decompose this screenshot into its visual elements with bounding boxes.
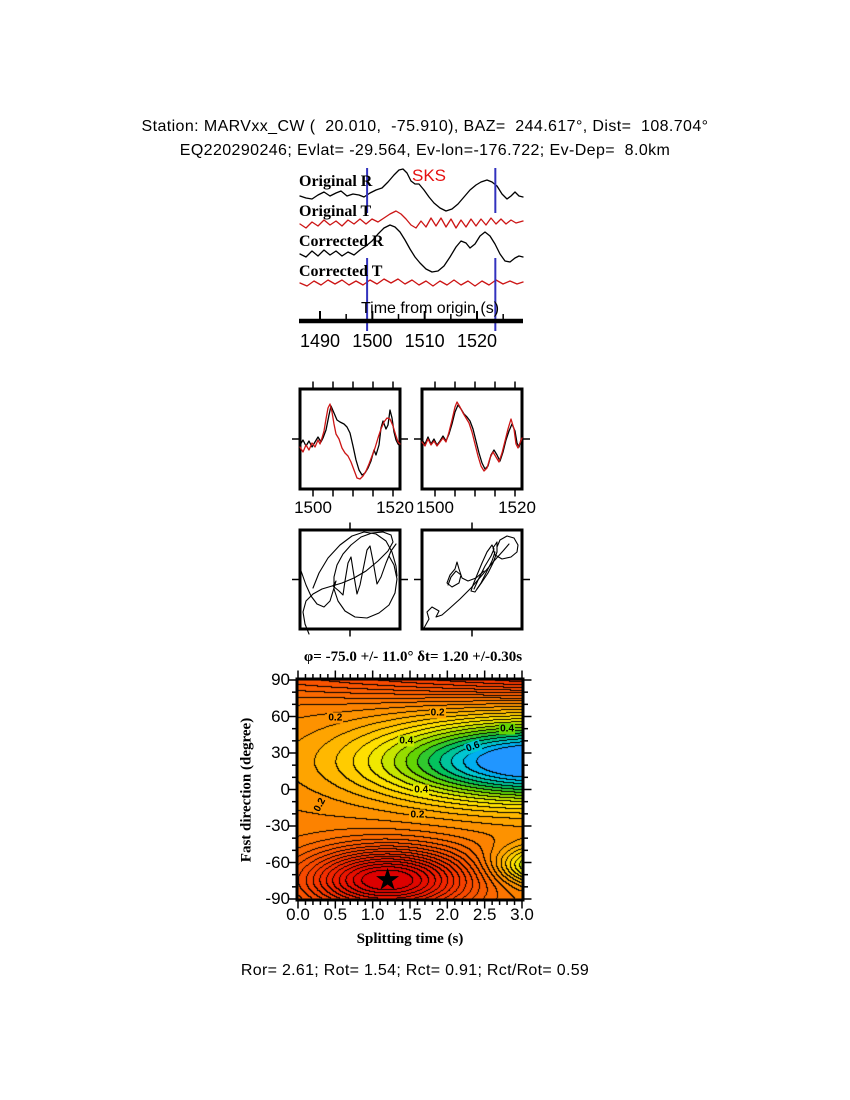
contour-value-label: 0.6 xyxy=(465,739,482,755)
phase-label-sks: SKS xyxy=(412,166,447,185)
contour-value-label: 0.2 xyxy=(410,809,425,821)
window-trace-black xyxy=(422,405,522,469)
contour-ytick-label: -30 xyxy=(265,816,290,835)
particle-motion-path xyxy=(447,562,484,587)
contour-ytick-label: 90 xyxy=(271,670,290,689)
contour-xtick-label: 1.5 xyxy=(398,905,422,924)
window-box-tick-label: 1500 xyxy=(294,498,332,517)
window-box-tick-label: 1520 xyxy=(376,498,414,517)
particle-motion-path xyxy=(471,545,495,592)
contour-ytick-label: -60 xyxy=(265,852,290,872)
contour-xtick-label: 0.5 xyxy=(323,905,348,924)
time-tick-label: 1520 xyxy=(456,331,498,351)
contour-xtick-label: 3.0 xyxy=(510,905,534,924)
contour-ytick-label: 60 xyxy=(271,706,290,726)
waveform-window-boxes xyxy=(292,382,530,497)
contour-xtick-label: 0.0 xyxy=(286,905,310,924)
contour-value-label: 0.4 xyxy=(399,735,414,747)
time-tick-label: 1510 xyxy=(404,331,445,351)
contour-y-axis-title: Fast direction (degree) xyxy=(238,717,255,863)
contour-ytick-label: 0 xyxy=(280,779,290,799)
best-solution-star: ★ xyxy=(374,863,402,897)
window-box-frame xyxy=(300,389,400,489)
time-axis-title: Time from origin (s) xyxy=(360,300,500,317)
contour-value-label: 0.4 xyxy=(500,723,515,735)
quality-stats: Ror= 2.61; Rot= 1.54; Rct= 0.91; Rct/Rot= 0.59 xyxy=(240,962,590,979)
particle-motion-path xyxy=(303,532,397,634)
particle-motion-path xyxy=(477,536,518,589)
station-info-line: Station: MARVxx_CW ( 20.010, -75.910), BAZ= 244.617°, Dist= 108.704° xyxy=(141,118,709,135)
contour-x-axis-title: Splitting time (s) xyxy=(356,931,464,947)
window-trace-black xyxy=(300,406,400,475)
particle-motion-boxes xyxy=(292,523,530,637)
contour-frame xyxy=(289,671,532,909)
contour-ytick-label: 30 xyxy=(271,743,290,762)
trace-label-corrected-t: Corrected T xyxy=(299,263,383,280)
window-box-tick-label: 1520 xyxy=(498,498,536,517)
contour-xtick-label: 2.5 xyxy=(472,905,497,924)
window-box-tick-label: 1500 xyxy=(416,498,454,517)
trace-label-corrected-r: Corrected R xyxy=(299,233,384,250)
particle-motion-path xyxy=(424,544,509,628)
contour-ytick-label: -90 xyxy=(265,889,290,908)
contour-xtick-label: 2.0 xyxy=(435,905,460,924)
particle-motion-path xyxy=(300,544,396,607)
contour-value-label: 0.2 xyxy=(430,707,445,719)
contour-xtick-label: 1.0 xyxy=(360,905,385,924)
trace-label-original-r: Original R xyxy=(299,173,373,190)
event-info-line: EQ220290246; Evlat= -29.564, Ev-lon=-176.722; Ev-Dep= 8.0km xyxy=(179,142,671,159)
splitting-result-title: φ= -75.0 +/- 11.0° δt= 1.20 +/-0.30s xyxy=(303,649,523,665)
time-tick-label: 1500 xyxy=(352,331,393,351)
contour-value-label: 0.2 xyxy=(312,796,329,815)
trace-label-original-t: Original T xyxy=(299,203,372,220)
time-tick-label: 1490 xyxy=(299,331,341,351)
contour-value-label: 0.2 xyxy=(328,712,343,724)
contour-value-label: 0.4 xyxy=(414,784,429,795)
